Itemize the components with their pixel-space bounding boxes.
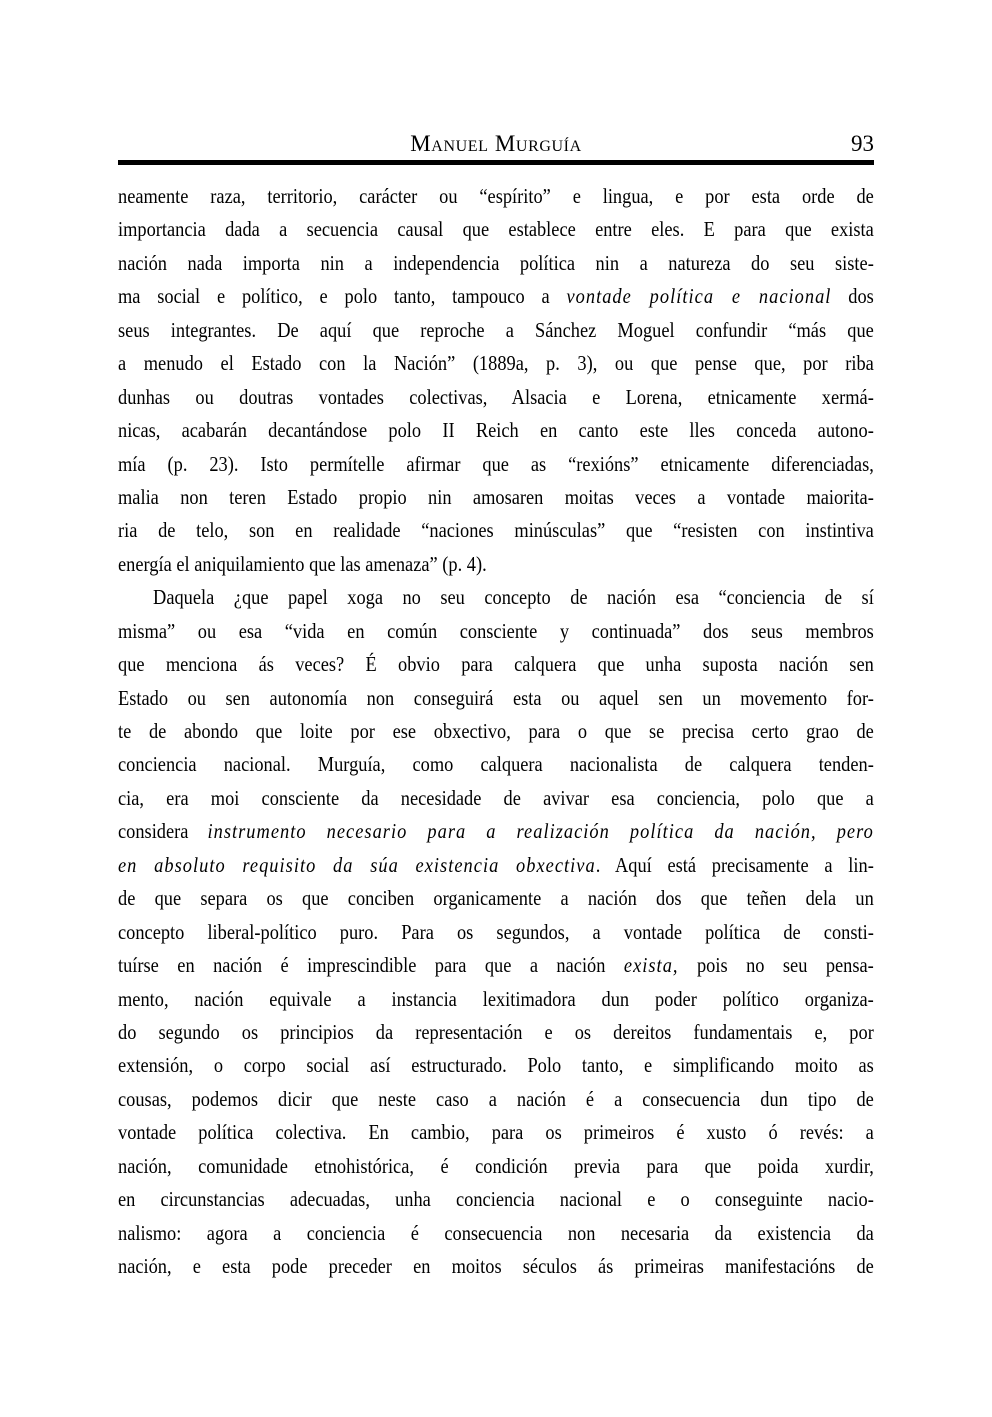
text-line [118, 748, 874, 781]
text-segment: nalismo: agora a conciencia é consecuencia non necesaria da existencia da [118, 1220, 874, 1245]
text-line [118, 1016, 874, 1049]
text-body [118, 180, 874, 1283]
text-line [118, 1250, 874, 1283]
text-segment: cousas, podemos dicir que neste caso a nación é a consecuencia dun tipo de [118, 1086, 874, 1111]
text-segment: seus integrantes. De aquí que reproche a Sánchez Moguel confundir “más que [118, 317, 874, 342]
text-segment: en circunstancias adecuadas, unha conciencia nacional e o conseguinte nacio- [118, 1187, 874, 1212]
text-segment: dunhas ou doutras vontades colectivas, Alsacia e Lorena, etnicamente xermá- [118, 384, 874, 409]
text-line [118, 548, 874, 581]
text-segment: pois no seu pensa- [678, 953, 874, 978]
text-segment: conciencia nacional. Murguía, como calquera nacionalista de calquera tenden- [118, 752, 874, 777]
text-segment: neamente raza, territorio, carácter ou “espírito” e lingua, e por esta orde de [118, 184, 874, 208]
text-line [118, 481, 874, 514]
text-segment: nicas, acabarán decantándose polo II Reich en canto este lles conceda autono- [118, 418, 874, 443]
text-segment: cia, era moi consciente da necesidade de avivar esa conciencia, polo que a [118, 785, 874, 810]
text-line [118, 280, 874, 313]
text-segment: energía el aniquilamiento que las amenaza” (p. 4). [118, 551, 487, 576]
text-line [118, 1217, 874, 1250]
text-segment: nación nada importa nin a independencia política nin a natureza do seu siste- [118, 250, 874, 275]
text-line [118, 949, 874, 982]
text-line [118, 682, 874, 715]
text-line [118, 1083, 874, 1116]
running-head: Manuel Murguía [410, 131, 582, 156]
text-segment: tuírse en nación é imprescindible para que a nación [118, 953, 624, 978]
italic-text-segment: en absoluto requisito da súa existencia obxectiva [118, 852, 596, 877]
text-segment: de que separa os que conciben organicamente a nación dos que teñen dela un [118, 886, 874, 911]
text-segment: importancia dada a secuencia causal que establece entre eles. E para que exista [118, 217, 874, 242]
page-header [118, 127, 874, 160]
text-line [118, 882, 874, 915]
text-line [118, 983, 874, 1016]
text-line [118, 1049, 874, 1082]
text-line [118, 347, 874, 380]
header-rule [118, 160, 874, 165]
text-block [118, 127, 874, 1283]
text-line [118, 1116, 874, 1149]
text-segment: do segundo os principios da representación e os dereitos fundamentais e, por [118, 1019, 874, 1044]
text-line [118, 180, 874, 213]
text-segment: mía (p. 23). Isto permítelle afirmar que as “rexións” etnicamente diferenciadas, [118, 451, 874, 476]
text-segment: Estado ou sen autonomía non conseguirá esta ou aquel sen un movemento for- [118, 685, 874, 710]
text-line [118, 581, 874, 614]
text-segment: ria de telo, son en realidade “naciones minúsculas” que “resisten con instintiva [118, 518, 874, 543]
text-segment: nación, comunidade etnohistórica, é condición previa para que poida xurdir, [118, 1153, 874, 1178]
text-line [118, 782, 874, 815]
text-segment: . Aquí está precisamente a lin- [595, 852, 874, 877]
text-line [118, 314, 874, 347]
text-line [118, 715, 874, 748]
text-segment: mento, nación equivale a instancia lexitimadora dun poder político organiza- [118, 986, 874, 1011]
text-line [118, 849, 874, 882]
text-line [118, 1150, 874, 1183]
text-segment: concepto liberal-político puro. Para os segundos, a vontade política de consti- [118, 919, 874, 944]
text-segment: malia non teren Estado propio nin amosaren moitas veces a vontade maiorita- [118, 484, 874, 509]
text-line [118, 815, 874, 848]
italic-text-segment: instrumento necesario para a realización política da nación, pero [207, 819, 874, 844]
text-segment: extensión, o corpo social así estructurado. Polo tanto, e simplificando moito as [118, 1053, 874, 1078]
text-segment: nación, e esta pode preceder en moitos séculos ás primeiras manifestacións de [118, 1254, 874, 1278]
text-segment: vontade política colectiva. En cambio, para os primeiros é xusto ó revés: a [118, 1120, 874, 1145]
text-line [118, 448, 874, 481]
text-line [118, 213, 874, 246]
text-segment: ma social e político, e polo tanto, tampouco a [118, 284, 567, 309]
text-line [118, 916, 874, 949]
text-line [118, 615, 874, 648]
text-segment: te de abondo que loite por ese obxectivo, para o que se precisa certo grao de [118, 719, 874, 743]
text-line [118, 414, 874, 447]
italic-text-segment: vontade política e nacional [566, 284, 832, 309]
text-segment: dos [831, 284, 874, 309]
text-segment: Daquela ¿que papel xoga no seu concepto de nación esa “conciencia de sí [153, 585, 874, 610]
text-line [118, 381, 874, 414]
text-line [118, 1183, 874, 1216]
text-segment: a menudo el Estado con la Nación” (1889a, p. 3), ou que pense que, por riba [118, 351, 874, 376]
text-line [118, 247, 874, 280]
text-line [118, 514, 874, 547]
text-segment: que menciona ás veces? É obvio para calquera que unha suposta nación sen [118, 652, 874, 677]
text-segment: considera [118, 819, 208, 844]
italic-text-segment: exista, [623, 953, 679, 978]
page-number: 93 [851, 131, 874, 156]
text-segment: misma” ou esa “vida en común consciente y continuada” dos seus membros [118, 618, 874, 643]
text-line [118, 648, 874, 681]
